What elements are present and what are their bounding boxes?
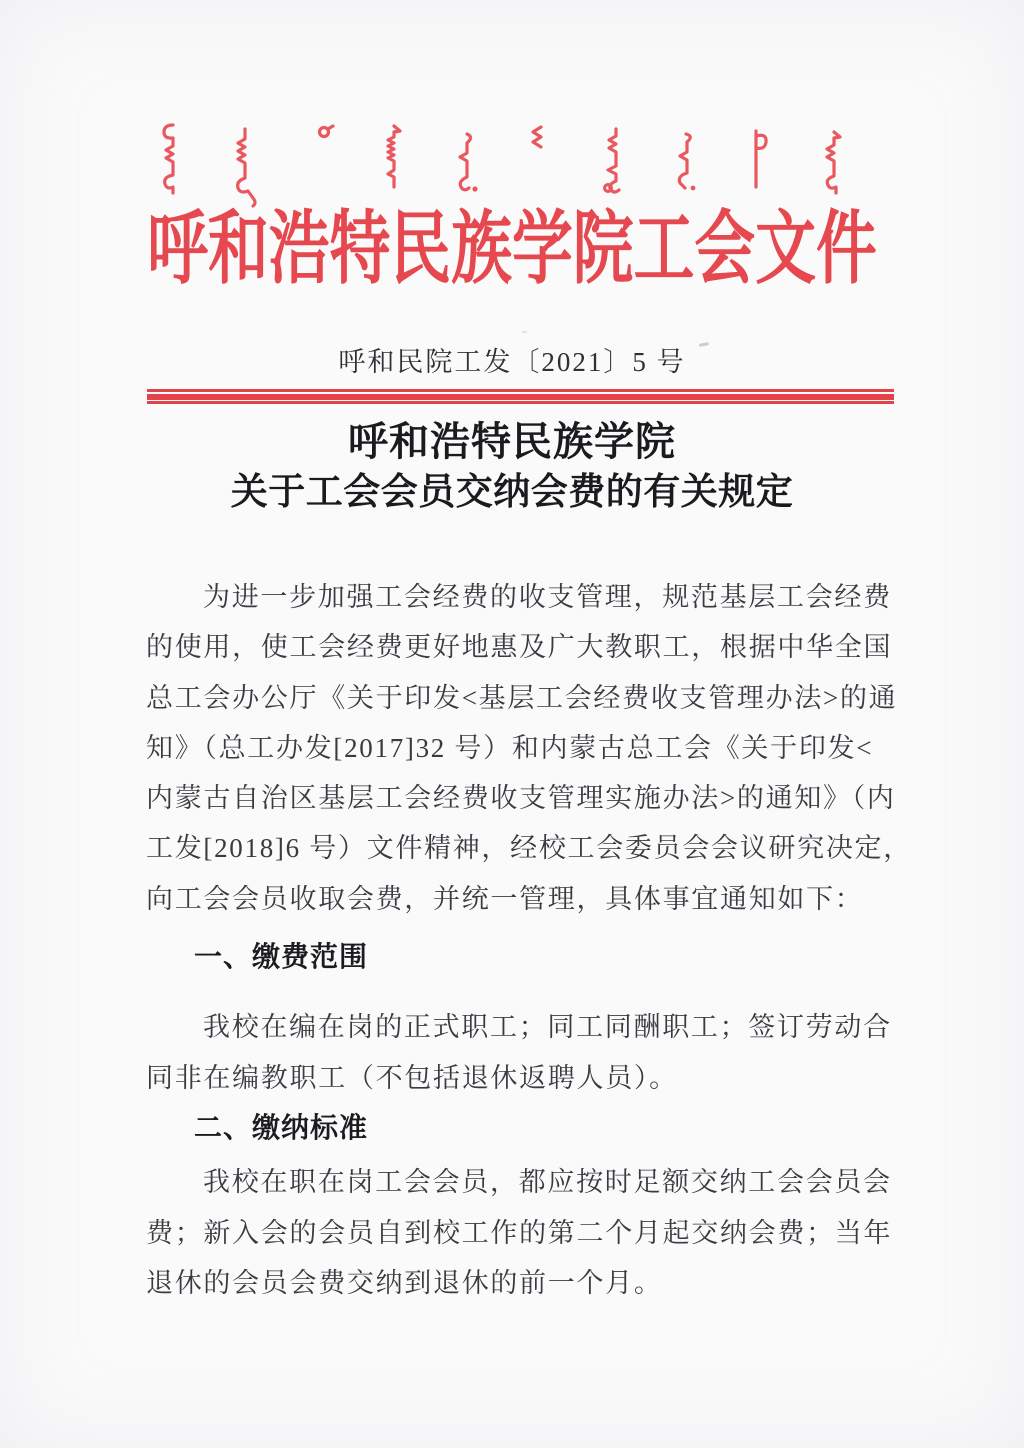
body-line: 工发[2018]6 号）文件精神，经校工会委员会会议研究决定， xyxy=(146,833,912,864)
mongolian-word-icon xyxy=(230,127,260,209)
body-text xyxy=(146,572,912,1308)
section-heading: 二、缴纳标准 xyxy=(194,1111,369,1143)
doc-title-line1: 呼和浩特民族学院 xyxy=(348,419,676,464)
mongolian-word-icon xyxy=(156,121,186,195)
scan-speck xyxy=(522,331,527,333)
section-heading: 一、缴费范围 xyxy=(194,941,369,973)
body-line: 我校在职在岗工会会员，都应按时足额交纳工会会员会 xyxy=(203,1167,892,1198)
red-divider xyxy=(147,389,894,404)
red-divider-thick xyxy=(147,394,894,400)
body-line: 同非在编教职工（不包括退休返聘人员）。 xyxy=(146,1062,678,1093)
body-line: 的使用，使工会经费更好地惠及广大教职工，根据中华全国 xyxy=(146,632,893,663)
mongolian-word-icon xyxy=(452,132,482,198)
body-line: 为进一步加强工会经费的收支管理，规范基层工会经费 xyxy=(203,582,892,612)
doc-title-line2: 关于工会会员交纳会费的有关规定 xyxy=(230,472,794,513)
mongolian-word-icon xyxy=(528,125,546,149)
body-line: 知》（总工办发[2017]32 号）和内蒙古总工会《关于印发< xyxy=(146,732,874,763)
doc-number: 呼和民院工发〔2021〕5 号 xyxy=(338,347,686,377)
red-divider-thin-bottom xyxy=(147,401,894,404)
body-line: 费；新入会的会员自到校工作的第二个月起交纳会费；当年 xyxy=(146,1217,893,1248)
body-line: 总工会办公厅《关于印发<基层工会经费收支管理办法>的通 xyxy=(146,682,898,713)
mongolian-word-icon xyxy=(819,130,847,196)
body-line: 向工会会员收取会费，并统一管理，具体事宜通知如下： xyxy=(146,883,864,914)
mongolian-word-icon xyxy=(316,123,336,141)
org-title: 呼和浩特民族学院工会文件 xyxy=(147,206,877,294)
mongolian-word-icon xyxy=(600,127,630,197)
body-line: 我校在编在岗的正式职工；同工同酬职工；签订劳动合 xyxy=(203,1012,892,1043)
red-divider-thin-top xyxy=(147,389,894,392)
body-line: 退休的会员会费交纳到退休的前一个月。 xyxy=(146,1267,663,1298)
body-line: 内蒙古自治区基层工会经费收支管理实施办法>的通知》（内 xyxy=(146,783,896,814)
mongolian-word-icon xyxy=(743,129,771,189)
mongolian-word-icon xyxy=(379,124,407,196)
mongolian-word-icon xyxy=(671,132,699,194)
